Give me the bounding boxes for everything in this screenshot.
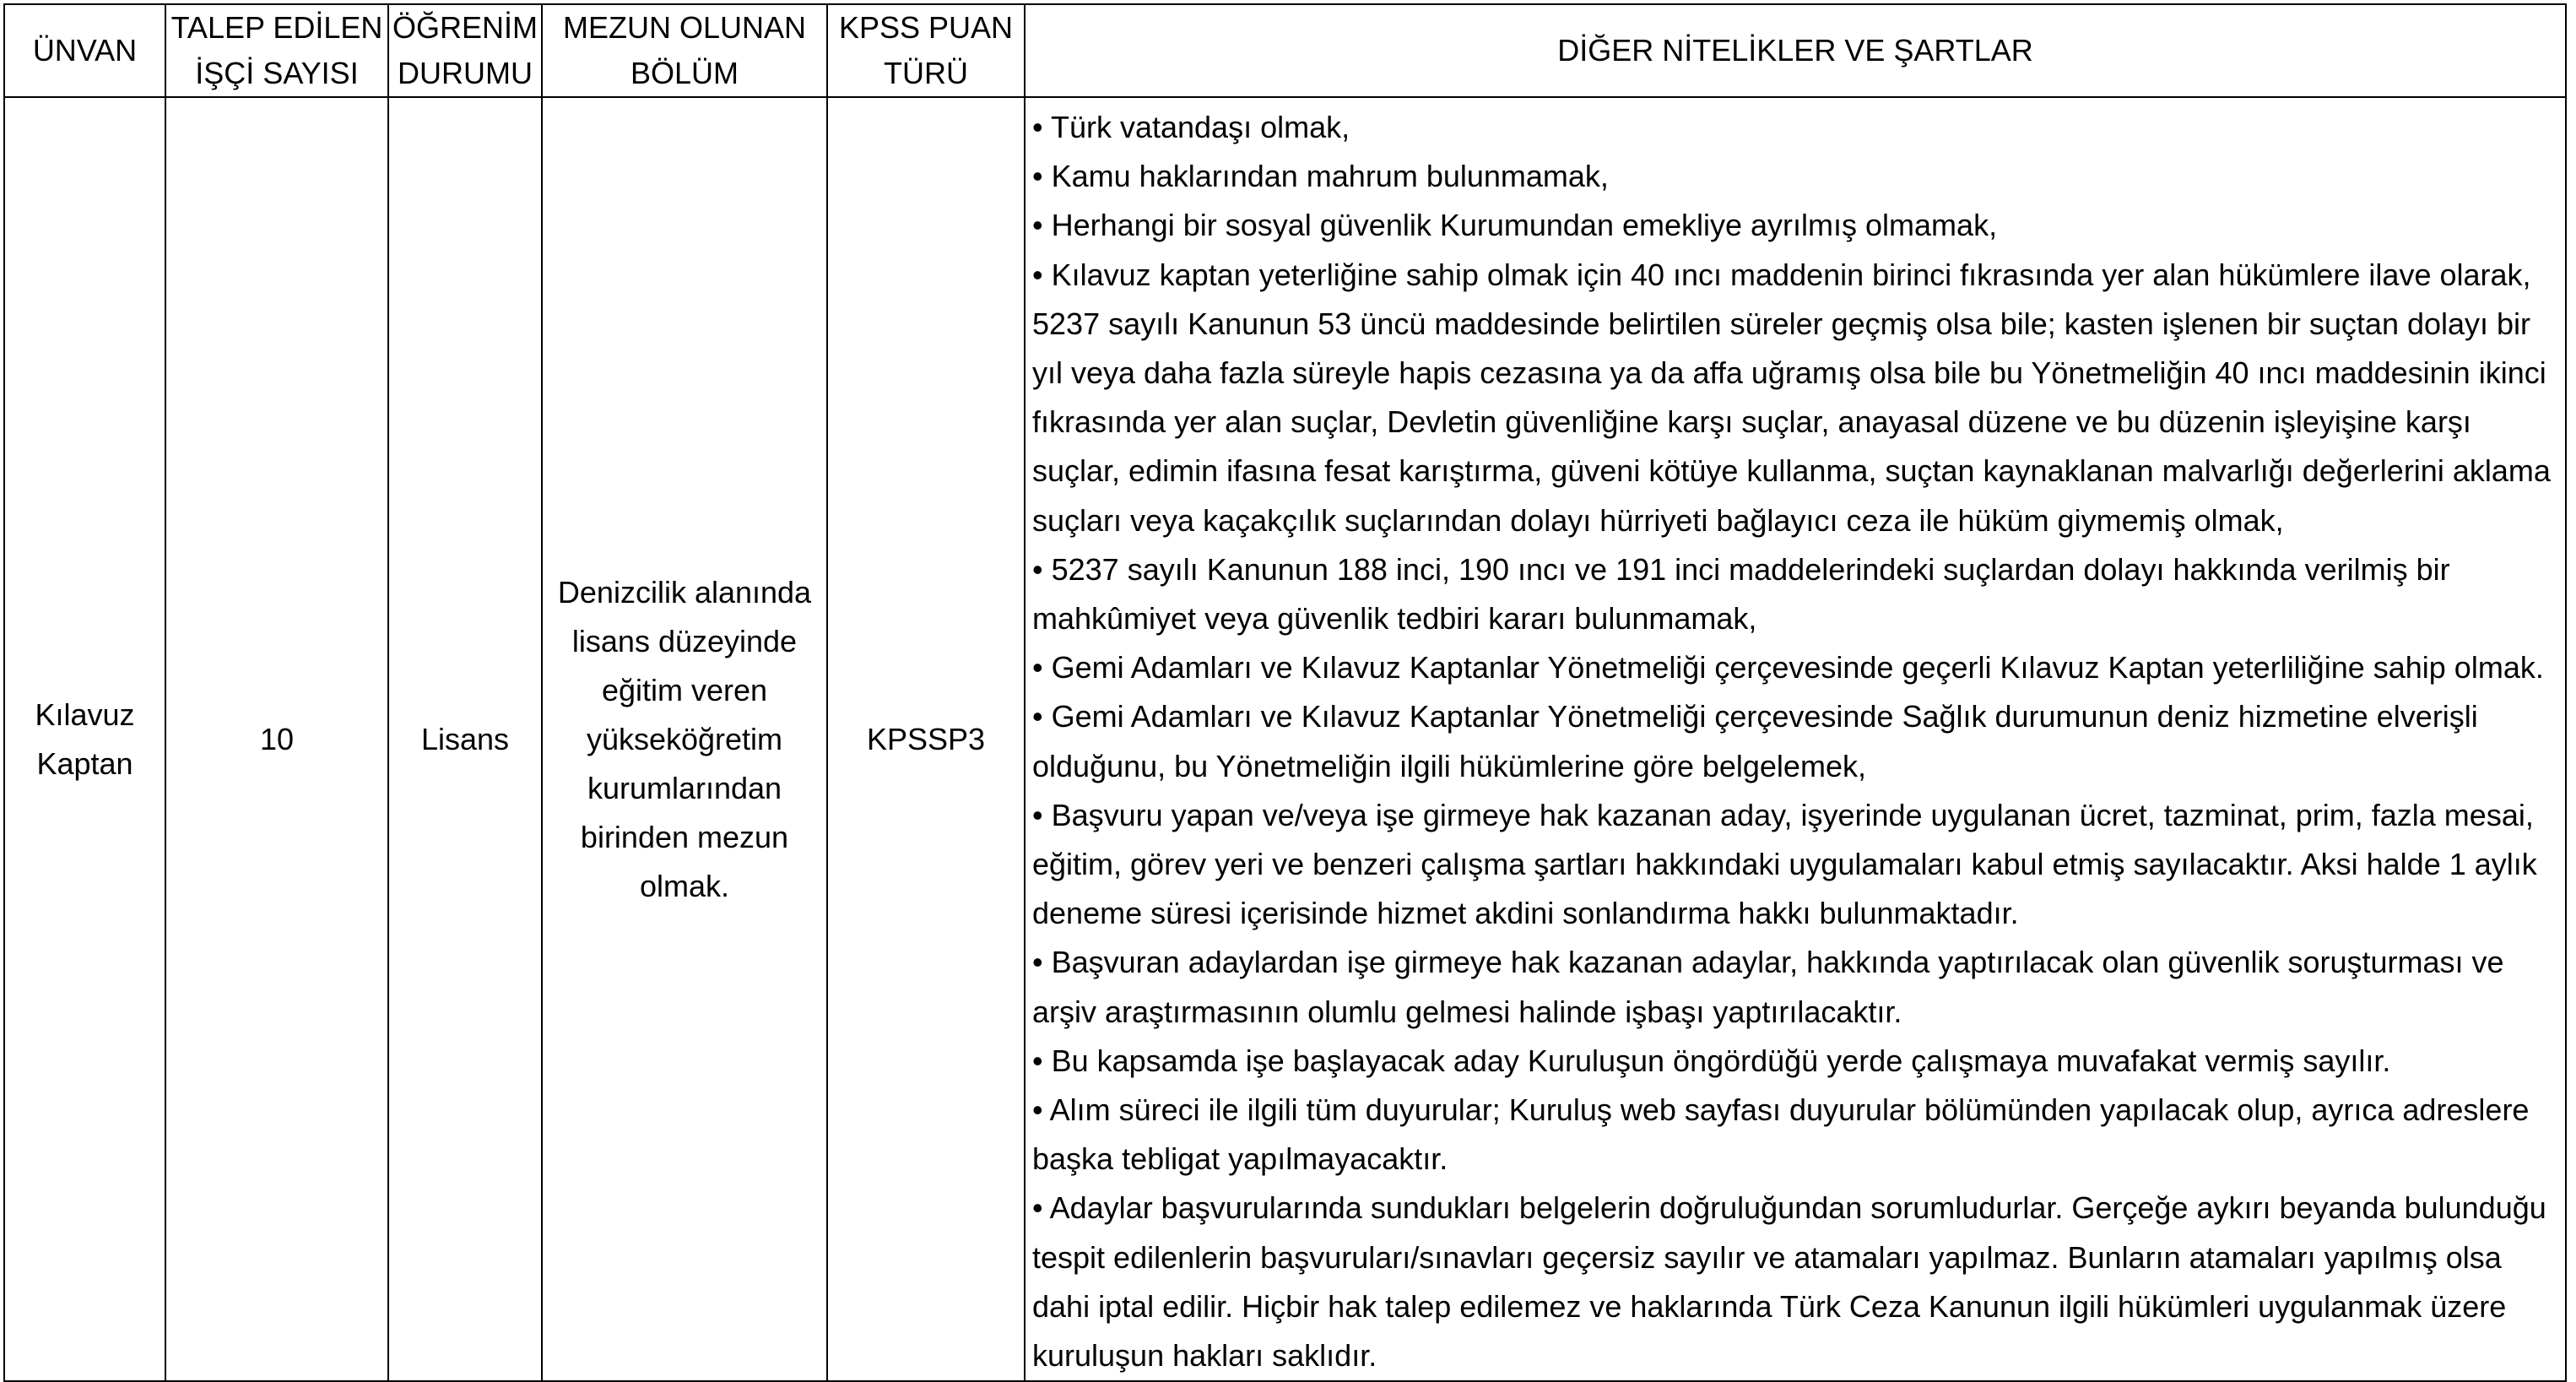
condition-item: • Gemi Adamları ve Kılavuz Kaptanlar Yönetmeliği çerçevesinde Sağlık durumunun deniz hizmetine elverişli olduğunu, bu Yönetmeliğin ilgili hükümlerine göre belgelemek, xyxy=(1032,699,2478,783)
unvan-line2: Kaptan xyxy=(36,745,133,781)
header-ogrenim-line2: DURUMU xyxy=(398,56,533,90)
header-mezun-line1: MEZUN OLUNAN xyxy=(562,10,807,45)
header-kpss xyxy=(827,4,1025,97)
condition-item: • Adaylar başvurularında sundukları belgelerin doğruluğundan sorumludurlar. Gerçeğe aykırı beyanda bulunduğu tespit edilenlerin başvuruları/sınavları geçersiz sayılır ve atamaları yapılmaz. Bunların atamaları yapılmış olsa dahi iptal edilir. Hiçbir hak talep edilemez ve haklarında Türk Ceza Kanunun ilgili hükümleri uygulanmak üzere kuruluşun hakları saklıdır. xyxy=(1032,1190,2546,1374)
mezun-line: olmak. xyxy=(639,868,730,903)
condition-item: • Alım süreci ile ilgili tüm duyurular; Kuruluş web sayfası duyurular bölümünden yapılacak olup, ayrıca adreslere başka tebligat yapılmayacaktır. xyxy=(1032,1092,2530,1177)
condition-item: • Kamu haklarından mahrum bulunmamak, xyxy=(1032,159,1609,194)
mezun-line: birinden mezun xyxy=(580,819,789,854)
cell-mezun xyxy=(542,97,827,1381)
mezun-line: Denizcilik alanında xyxy=(557,574,812,610)
header-talep xyxy=(165,4,388,97)
header-kpss-line1: KPSS PUAN xyxy=(838,10,1014,45)
job-requirements-table xyxy=(3,3,2567,1382)
condition-item: • Başvuran adaylardan işe girmeye hak kazanan adaylar, hakkında yaptırılacak olan güvenlik soruşturması ve arşiv araştırmasının olumlu gelmesi halinde işbaşı yaptırılacaktır. xyxy=(1032,945,2504,1029)
mezun-line: lisans düzeyinde xyxy=(571,623,798,658)
unvan-line1: Kılavuz xyxy=(35,696,135,732)
ogrenim-value: Lisans xyxy=(420,721,510,756)
mezun-line: yükseköğretim xyxy=(586,721,783,756)
cell-talep xyxy=(165,97,388,1381)
header-diger xyxy=(1025,4,2566,97)
cell-kpss xyxy=(827,97,1025,1381)
cell-conditions xyxy=(1025,97,2566,1381)
header-ogrenim xyxy=(388,4,542,97)
header-unvan-text: ÜNVAN xyxy=(32,33,138,68)
kpss-value: KPSSP3 xyxy=(866,721,986,756)
condition-item: • Başvuru yapan ve/veya işe girmeye hak kazanan aday, işyerinde uygulanan ücret, tazminat, prim, fazla mesai, eğitim, görev yeri ve benzeri çalışma şartları hakkındaki uygulamaları kabul etmiş sayılacaktır. Aksi halde 1 aylık deneme süresi içerisinde hizmet akdini sonlandırma hakkı bulunmaktadır. xyxy=(1032,797,2537,931)
cell-unvan xyxy=(4,97,165,1381)
mezun-line: kurumlarından xyxy=(587,770,782,805)
talep-value: 10 xyxy=(259,721,295,756)
cell-ogrenim xyxy=(388,97,542,1381)
condition-item: • Türk vatandaşı olmak, xyxy=(1032,110,1350,144)
header-talep-line1: TALEP EDİLEN xyxy=(170,10,383,45)
header-kpss-line2: TÜRÜ xyxy=(884,56,968,90)
condition-item: • Gemi Adamları ve Kılavuz Kaptanlar Yönetmeliği çerçevesinde geçerli Kılavuz Kaptan yeterliliğine sahip olmak. xyxy=(1032,650,2544,686)
header-unvan xyxy=(4,4,165,97)
header-row xyxy=(4,4,2566,97)
header-diger-text: DİĞER NİTELİKLER VE ŞARTLAR xyxy=(1557,33,2033,68)
table-row xyxy=(4,97,2566,1381)
header-mezun-line2: BÖLÜM xyxy=(630,56,739,90)
condition-item: • Bu kapsamda işe başlayacak aday Kuruluşun öngördüğü yerde çalışmaya muvafakat vermiş sayılır. xyxy=(1032,1043,2391,1078)
header-talep-line2: İŞÇİ SAYISI xyxy=(195,56,359,90)
condition-item: • Kılavuz kaptan yeterliğine sahip olmak için 40 ıncı maddenin birinci fıkrasında yer alan hükümlere ilave olarak, 5237 sayılı Kanunun 53 üncü maddesinde belirtilen süreler geçmiş olsa bile; kasten işlenen bir suçtan dolayı bir yıl veya daha fazla süreyle hapis cezasına ya da affa uğramış olsa bile bu Yönetmeliğin 40 ıncı maddesinin ikinci fıkrasında yer alan suçlar, Devletin güvenliğine karşı suçlar, anayasal düzene ve bu düzenin işleyişine karşı suçlar, edimin ifasına fesat karıştırma, güveni kötüye kullanma, suçtan kaynaklanan malvarlığı değerlerini aklama suçları veya kaçakçılık suçlarından dolayı hürriyeti bağlayıcı ceza ile hüküm giymemiş olmak, xyxy=(1032,257,2551,538)
header-ogrenim-line1: ÖĞRENİM xyxy=(392,10,538,45)
condition-item: • 5237 sayılı Kanunun 188 inci, 190 ıncı ve 191 inci maddelerindeki suçlardan dolayı hakkında verilmiş bir mahkûmiyet veya güvenlik tedbiri kararı bulunmamak, xyxy=(1032,551,2450,637)
condition-item: • Herhangi bir sosyal güvenlik Kurumundan emekliye ayrılmış olmamak, xyxy=(1032,208,1998,243)
mezun-line: eğitim veren xyxy=(601,672,768,707)
header-mezun xyxy=(542,4,827,97)
